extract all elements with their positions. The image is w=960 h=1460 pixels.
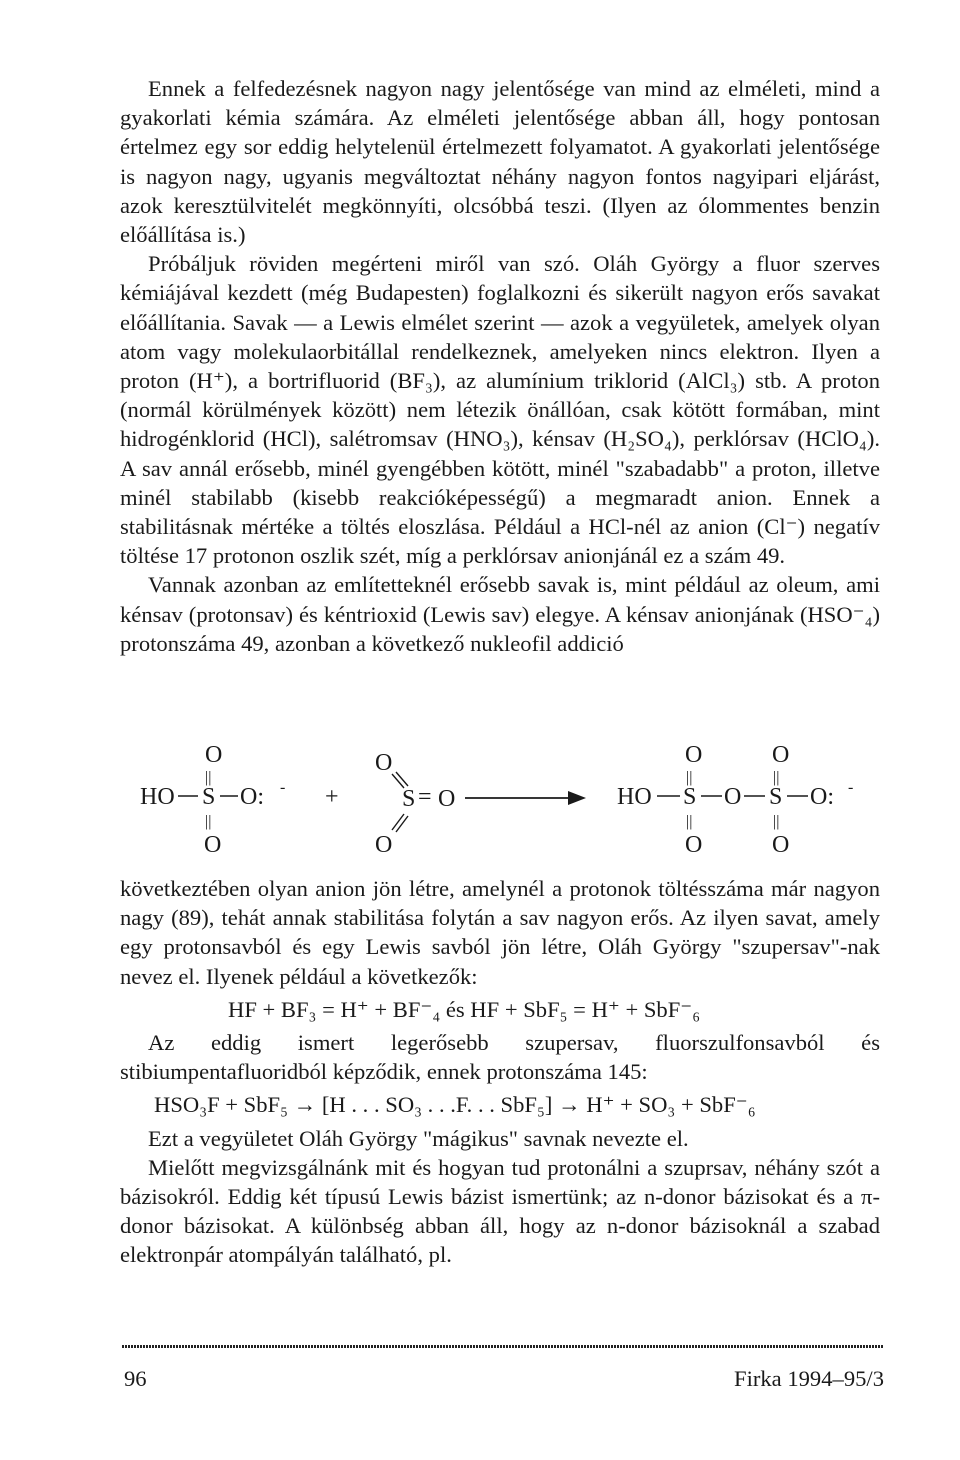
paragraph: Az eddig ismert legerősebb szupersav, fluorszulfonsavból és stibiumpentafluoridból képződik, ennek protonszáma 145:: [120, 1030, 880, 1085]
paragraph: következtében olyan anion jön létre, amelynél a protonok töltésszáma már nagyon nagy (89), tehát annak stabilitása folytán a sav nagyon erős. Az ilyen savat, amely egy protonsavból és egy Lewis savból jön létre, Oláh György "szupersav"-nak nevez el. Ilyenek például a következők:: [120, 876, 880, 989]
atom-o-right: O: [438, 786, 456, 812]
atom-o-top: O: [205, 742, 223, 768]
equation-magic-acid: HSO₃F + SbF₅ → [H . . . SO₃ . . .F. . . SbF₅] → H⁺ + SO₃ + SbF⁻₆: [154, 1092, 756, 1118]
group-ho: HO: [617, 784, 652, 810]
group-ho: HO: [140, 784, 175, 810]
reaction-scheme: [120, 722, 880, 872]
atom-o-bottom: O: [204, 832, 222, 858]
reaction-arrow: [465, 791, 586, 805]
charge-minus: -: [280, 779, 286, 796]
atom-o-bottom: O: [685, 832, 703, 858]
atom-o-right: O:: [810, 784, 834, 810]
paragraph: Mielőtt megvizsgálnánk mit és hogyan tud protonálni a szuprsav, néhány szót a bázisokról. Eddig két típusú Lewis bázist ismertünk; az n-donor bázisokat és a π-donor bázisokat. A különbség abban áll, hogy az n-donor bázisoknál a szabad elektronpár atompályán található, pl.: [120, 1154, 880, 1268]
atom-o-top: O: [375, 750, 393, 776]
page-number: 96: [124, 1366, 147, 1391]
paragraph: Próbáljuk röviden megérteni miről van szó. Oláh György a fluor szerves kémiájával kezdett (még Budapesten) foglalkozni és sikerült nagyon erős savakat előállítania. Savak — a Lewis elmélet szerint — azok a vegyületek, amelyek olyan atom vagy molekulaorbitállal rendelkeznek, amelyeken nincs elektron. Ilyen a proton (H⁺), a bortrifluorid (BF₃), az alumínium triklorid (AlCl₃) stb. A proton (normál körülmények között) nem létezik önállóan, csak kötött formában, mint hidrogénklorid (HCl), salétromsav (HNO₃), kénsav (H₂SO₄), perklórsav (HClO₄). A sav annál erősebb, minél gyengébben kötött, minél "szabadabb" a proton, illetve minél stabilabb (kisebb reakcióképességű) a megmaradt anion. Ennek a stabilitásnak mértéke a töltés eloszlása. Például a HCl-nél az anion (Cl⁻) negatív töltése 17 protonon oszlik szét, míg a perklórsav anionjánál ez a szám 49.: [120, 251, 880, 569]
double-bond-mark: ||: [686, 813, 693, 830]
atom-o-bridge: O: [724, 784, 742, 810]
bond-line: [396, 816, 408, 832]
text-block-bottom: [120, 874, 880, 1270]
atom-o-top: O: [772, 742, 790, 768]
atom-o-bottom: O: [375, 832, 393, 858]
atom-o-top: O: [685, 742, 703, 768]
bond-line: [392, 814, 404, 830]
charge-minus: -: [848, 779, 854, 796]
text-block-top: [120, 74, 880, 658]
double-bond-mark: ||: [686, 769, 693, 786]
paragraph: Ezt a vegyületet Oláh György "mágikus" savnak nevezte el.: [148, 1125, 689, 1151]
double-bond-mark: ||: [773, 813, 780, 830]
atom-s: S: [202, 784, 216, 810]
plus-sign: +: [325, 784, 339, 810]
double-bond-mark: ||: [205, 769, 212, 786]
double-bond-mark: ||: [773, 769, 780, 786]
footer-rule: [122, 1345, 884, 1348]
atom-o-right: O:: [240, 784, 264, 810]
atom-s: S: [769, 784, 783, 810]
reactant-hso4: [140, 742, 285, 858]
reaction-svg: [120, 722, 880, 872]
atom-s: S: [402, 786, 416, 812]
product-hs2o7: [617, 742, 853, 858]
equation-superacids: HF + BF₃ = H⁺ + BF⁻₄ és HF + SbF₅ = H⁺ + SbF⁻₆: [228, 996, 701, 1022]
double-bond-mark: ||: [205, 813, 212, 830]
journal-reference: Firka 1994–95/3: [734, 1366, 884, 1391]
bond-line: [396, 772, 408, 786]
paragraph: Ennek a felfedezésnek nagyon nagy jelentősége van mind az elméleti, mind a gyakorlati kémia számára. Az elméleti jelentősége abban áll, hogy pontosan értelmez egy sor eddig helytelenül értelmezett folyamatot. A gyakorlati jelentősége is nagyon nagy, ugyanis megváltoztat néhány nagyon fontos nagyipari eljárást, azok keresztülvitelét megkönnyíti, olcsóbbá teszi. (Ilyen az ólommentes benzin előállítása is.): [120, 76, 880, 248]
double-bond-eq: =: [418, 784, 432, 810]
atom-s: S: [683, 784, 697, 810]
reactant-so3: [375, 750, 455, 858]
atom-o-bottom: O: [772, 832, 790, 858]
paragraph: Vannak azonban az említetteknél erősebb savak is, mint például az oleum, ami kénsav (protonsav) és kéntrioxid (Lewis sav) elegye. A kénsav anionjának (HSO⁻₄) protonszáma 49, azonban a következő nukleofil addició: [120, 572, 880, 656]
